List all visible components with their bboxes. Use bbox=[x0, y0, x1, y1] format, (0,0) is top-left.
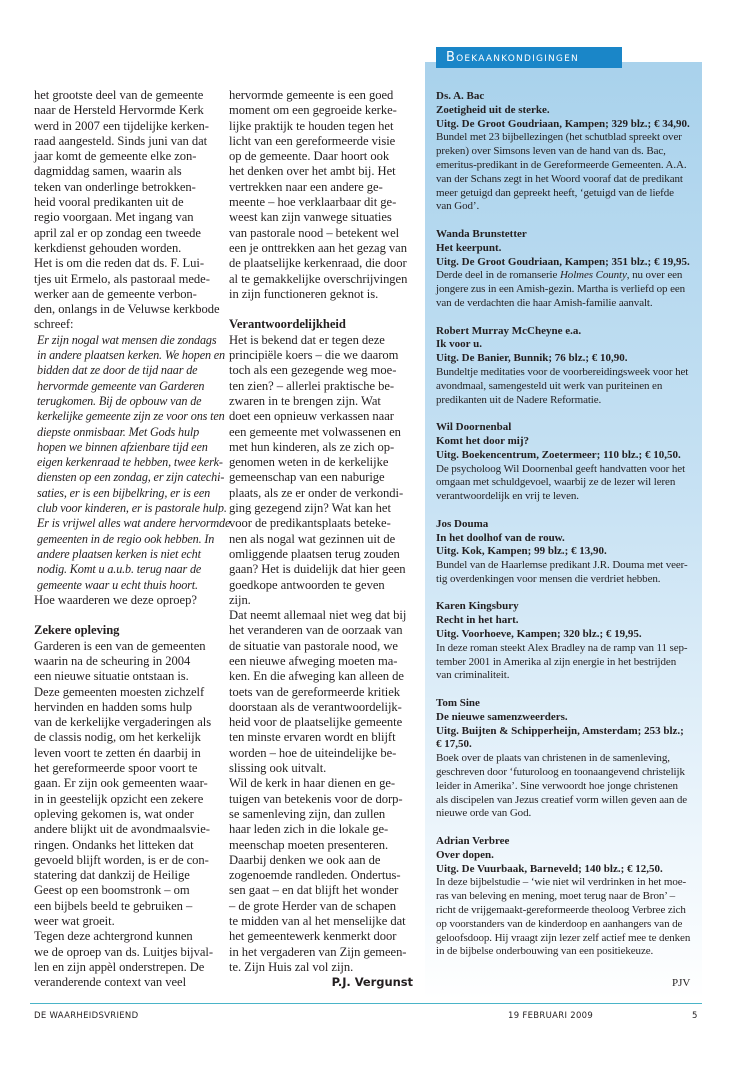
text-line: sen gaat – en dat blijft het wonder bbox=[229, 883, 399, 898]
text-line: de plaatselijke kerkenraad, die door bbox=[229, 256, 407, 271]
text-line: diepste onmisbaar. Met Gods hulp bbox=[37, 424, 200, 439]
text-line: gemeente waar u echt thuis hoort. bbox=[37, 577, 198, 592]
text-line: Wil de kerk in haar dienen en ge- bbox=[229, 776, 396, 791]
text-line: april zal er op zondag een tweede bbox=[34, 225, 201, 240]
book-title: Ik voor u. bbox=[436, 338, 482, 351]
text-line: In deze roman steekt Alex Bradley na de ramp van 11 sep- bbox=[436, 641, 688, 654]
article-column-1 bbox=[34, 88, 231, 991]
text-line: hervormde gemeente van Garderen bbox=[37, 378, 205, 393]
text-line: ras van beleving en mening, moet terug naar de Bron’ – bbox=[436, 890, 676, 903]
text-line: van de kerkelijke vergaderingen als bbox=[34, 715, 212, 730]
text-line: het denken over het ambt bij. Het bbox=[229, 164, 396, 179]
text-line: Zekere opleving bbox=[34, 623, 120, 638]
text-line: tjes uit Ermelo, als pastoraal mede- bbox=[34, 271, 210, 286]
text-line: ging gezegend zijn? Wat kan het bbox=[229, 501, 391, 516]
text-line: saties, er is een bijbelkring, er is een bbox=[37, 485, 211, 500]
text-line: als discipelen van Jezus creatief vorm willen geven aan de bbox=[436, 793, 688, 806]
text-line: P.J. Vergunst bbox=[331, 975, 413, 990]
book-announcement bbox=[436, 518, 698, 587]
text-line: zwaren in te brengen zijn. Wat bbox=[229, 393, 381, 408]
text-line: nieuwe orde van God. bbox=[436, 807, 532, 820]
text-line: statering dat dankzij de Heilige bbox=[34, 868, 190, 883]
text-line: club voor kinderen, er is pastorale hulp. bbox=[37, 501, 227, 516]
text-line: se samenleving zijn, dan zullen bbox=[229, 806, 386, 821]
text-line: jaar komt de gemeente elke zon- bbox=[34, 149, 197, 164]
text-line: Bundel van de Haarlemse predikant J.R. Douma met veer- bbox=[436, 559, 688, 572]
text-line: ringen. Ondanks het litteken dat bbox=[34, 837, 194, 852]
text-line: omliggende plaatsen terug zouden bbox=[229, 546, 400, 561]
text-line: Bundeltje meditaties voor de voorbereidingsweek voor het bbox=[436, 365, 689, 378]
book-author: Karen Kingsbury bbox=[436, 600, 519, 613]
text-line: in zijn functioneren geknot is. bbox=[229, 286, 379, 301]
section-heading bbox=[229, 317, 417, 332]
text-line: gemeenschap van een naburige bbox=[229, 470, 385, 485]
text-line: te. Zijn Huis zal vol zijn. bbox=[229, 959, 354, 974]
book-author: Wil Doornenbal bbox=[436, 421, 512, 434]
text-line: ken. En die afweging kan alleen de bbox=[229, 669, 404, 684]
text-line: van criminaliteit. bbox=[436, 669, 510, 682]
text-line: heid voor de plaatselijke gemeente bbox=[229, 715, 403, 730]
text-line: In deze bijbelstudie – ‘wie niet wil verdrinken in het moe- bbox=[436, 876, 687, 889]
text-line: Verantwoordelijkheid bbox=[229, 317, 346, 332]
footer-date: 19 FEBRUARI 2009 bbox=[508, 1011, 594, 1021]
book-publisher: Uitg. Kok, Kampen; 99 blz.; € 13,90. bbox=[436, 545, 607, 558]
text-line: Het is om die reden dat ds. F. Lui- bbox=[34, 256, 205, 271]
text-line: met hun kinderen, als ze zich op- bbox=[229, 439, 395, 454]
text-line: het gemeentewerk kenmerkt door bbox=[229, 929, 397, 944]
paragraph-gap bbox=[34, 608, 222, 623]
book-author: Wanda Brunstetter bbox=[436, 227, 527, 240]
text-line: andere blijkt uit de avondmaalsvie- bbox=[34, 822, 210, 837]
series-name: Holmes County bbox=[559, 269, 627, 282]
text-line: heid vooral predikanten uit de bbox=[34, 195, 184, 210]
text-line: hervinden en hadden soms hulp bbox=[34, 699, 193, 714]
text-line: Het is bekend dat er tegen deze bbox=[229, 332, 385, 347]
footer-divider bbox=[30, 1003, 702, 1004]
book-description bbox=[436, 131, 698, 214]
text-line: avondmaal, samengesteld uit werk van puriteinen en bbox=[436, 379, 663, 392]
text-line: predikanten uit de Nadere Reformatie. bbox=[436, 393, 602, 406]
paragraph bbox=[229, 88, 417, 302]
text-line: waarin na de scheuring in 2004 bbox=[34, 653, 191, 668]
book-title: Het keerpunt. bbox=[436, 241, 502, 254]
book-announcement bbox=[436, 325, 698, 408]
text-line: meenschap moeten presenteren. bbox=[229, 837, 389, 852]
text-line: Boek over de plaats van christenen in de samenleving, bbox=[436, 752, 670, 765]
text-line: licht van een gereformeerde visie bbox=[229, 133, 396, 148]
book-description bbox=[436, 876, 698, 959]
text-line: leider in Amerika’. Sine verwoordt hoe jonge christenen bbox=[436, 779, 678, 792]
book-description bbox=[436, 642, 698, 683]
book-announcement bbox=[436, 90, 698, 214]
book-announcement bbox=[436, 228, 698, 311]
text-line: plaats, als ze er onder de verkondi- bbox=[229, 485, 404, 500]
text-line: moment om een gegroeide kerke- bbox=[229, 103, 397, 118]
text-line: emeritus-predikant in de Gereformeerde Gemeenten. A.A. bbox=[436, 158, 687, 171]
book-title: Recht in het hart. bbox=[436, 614, 519, 627]
text-line: de classis nodig, om het kerkelijk bbox=[34, 730, 201, 745]
book-publisher: Uitg. De Groot Goudriaan, Kampen; 351 blz.; € 19,95. bbox=[436, 255, 690, 268]
author-signature bbox=[229, 975, 417, 990]
book-title: De nieuwe samenzweerders. bbox=[436, 710, 568, 723]
book-publisher: Uitg. De Banier, Bunnik; 76 blz.; € 10,90. bbox=[436, 352, 628, 365]
text-line: zijn. bbox=[229, 592, 251, 607]
text-line: toets van de gereformeerde kritiek bbox=[229, 684, 401, 699]
text-line: gemeenten in de regio ook hebben. In bbox=[37, 531, 215, 546]
book-description bbox=[436, 463, 698, 504]
book-description bbox=[436, 366, 698, 407]
text-line: in in geestelijk opzicht een zekere bbox=[34, 791, 204, 806]
text-line: voor de predikantsplaats beteke- bbox=[229, 516, 391, 531]
text-line: Daarbij denken we ook aan de bbox=[229, 852, 381, 867]
text-line: van de verdachten die haar Amish-familie aanvalt. bbox=[436, 296, 653, 309]
text-line: op voorstanders van de kinderdoop en aanhangers van de bbox=[436, 917, 683, 930]
text-line: worden – hoe de uiteindelijke be- bbox=[229, 745, 397, 760]
text-line: al te gemakkelijke overschrijvingen bbox=[229, 271, 408, 286]
book-author: Jos Douma bbox=[436, 517, 489, 530]
text-line: weer wat groeit. bbox=[34, 914, 115, 929]
text-line: verantwoordelijk en vrij te leven. bbox=[436, 490, 579, 503]
book-author: Ds. A. Bac bbox=[436, 90, 485, 102]
text-line: principiële koers – die we daarom bbox=[229, 348, 399, 363]
text-line: den, onlangs in de Veluwse kerkbode bbox=[34, 302, 220, 317]
text-line: Deze gemeenten moesten zichzelf bbox=[34, 684, 205, 699]
text-line: een gemeente met volwassenen en bbox=[229, 424, 401, 439]
text-line: een nieuwe afweging moeten ma- bbox=[229, 653, 398, 668]
text-line: doet een opnieuw verkassen naar bbox=[229, 409, 394, 424]
text-line: kerkelijke gemeente zijn ze voor ons ten bbox=[37, 409, 225, 424]
page-number: 5 bbox=[692, 1011, 698, 1021]
text-line: andere plaatsen kerken is niet echt bbox=[37, 546, 201, 561]
book-announcement bbox=[436, 421, 698, 504]
text-line: tuigen van betekenis voor de dorp- bbox=[229, 791, 403, 806]
text-line: teken van onderlinge betrokken- bbox=[34, 179, 196, 194]
text-line: in het vergaderen van Zijn gemeen- bbox=[229, 944, 407, 959]
book-description bbox=[436, 559, 698, 587]
text-line: de situatie van pastorale nood, we bbox=[229, 638, 398, 653]
text-line: Tegen deze achtergrond kunnen bbox=[34, 929, 193, 944]
text-line: Garderen is een van de gemeenten bbox=[34, 638, 206, 653]
text-line: haar leden zich in die lokale ge- bbox=[229, 822, 389, 837]
text-line: kerkdienst gehouden worden. bbox=[34, 240, 182, 255]
text-line: een nieuwe situatie ontstaan is. bbox=[34, 669, 189, 684]
text-line: gevoeld blijft worden, is er de con- bbox=[34, 852, 209, 867]
text-line: het veranderen van de oorzaak van bbox=[229, 623, 403, 638]
text-line: gaan. Er zijn ook gemeenten waar- bbox=[34, 776, 208, 791]
text-line: vertrekken naar een andere ge- bbox=[229, 179, 383, 194]
text-line: op de gemeente. Daar hoort ook bbox=[229, 149, 390, 164]
book-author: Tom Sine bbox=[436, 697, 480, 710]
book-publisher: Uitg. Buijten & Schipperheijn, Amsterdam; 253 blz.; bbox=[436, 724, 684, 737]
text-line: Er is vrijwel alles wat andere hervormde bbox=[37, 516, 231, 531]
text-line: ten minste ervaren wordt en blijft bbox=[229, 730, 396, 745]
text-line: weest kan zijn vanwege situaties bbox=[229, 210, 392, 225]
book-author: Adrian Verbree bbox=[436, 835, 510, 848]
text-line: te midden van al het menselijke dat bbox=[229, 914, 406, 929]
book-publisher: Uitg. Voorhoeve, Kampen; 320 blz.; € 19,95. bbox=[436, 628, 642, 641]
text-line: Dat neemt allemaal niet weg dat bij bbox=[229, 608, 407, 623]
text-line: richt de vrijgemaakt-gereformeerde theoloog Verbree zich bbox=[436, 904, 686, 917]
book-title: In het doolhof van de rouw. bbox=[436, 531, 565, 544]
book-author: Robert Murray McCheyne e.a. bbox=[436, 324, 582, 337]
text-line: van God’. bbox=[436, 200, 480, 213]
text-line: in de bijbelse onderbouwing van een positiekeuze. bbox=[436, 945, 654, 958]
paragraph-gap bbox=[229, 302, 417, 317]
reviewer-initials: PJV bbox=[672, 977, 691, 989]
text-line: gaan? Het is duidelijk dat hier geen bbox=[229, 562, 406, 577]
text-line: bidden dat ze door de tijd naar de bbox=[37, 363, 198, 378]
text-line: het grootste deel van de gemeente bbox=[34, 88, 204, 102]
book-title: Zoetigheid uit de sterke. bbox=[436, 103, 550, 116]
text-line: regio voorgaan. Met ingang van bbox=[34, 210, 194, 225]
text-line: Hoe waarderen we deze oproep? bbox=[34, 592, 197, 607]
text-line: een je onttrekken aan het gezag van bbox=[229, 240, 407, 255]
footer-publication-name: DE WAARHEIDSVRIEND bbox=[34, 1011, 139, 1021]
text-line: eigen kerkenraad te hebben, twee kerk- bbox=[37, 455, 223, 470]
book-publisher: Uitg. De Groot Goudriaan, Kampen; 329 blz.; € 34,90. bbox=[436, 117, 690, 130]
book-announcement bbox=[436, 835, 698, 959]
text-line: hervormde gemeente is een goed bbox=[229, 88, 394, 102]
article-column-2 bbox=[229, 88, 417, 991]
book-description bbox=[436, 752, 698, 821]
text-line: terugkomen. Bij de opbouw van de bbox=[37, 393, 202, 408]
book-announcement bbox=[436, 697, 698, 821]
text-line: dagmiddag samen, waarin als bbox=[34, 164, 182, 179]
book-description bbox=[436, 269, 698, 310]
text-line: tig overdenkingen voor mensen die verdriet hebben. bbox=[436, 572, 661, 585]
text-line: hopen we binnen afzienbare tijd een bbox=[37, 439, 208, 454]
text-line: ten zien? – allerlei praktische be- bbox=[229, 378, 395, 393]
text-line: lijke praktijk te houden tegen het bbox=[229, 118, 394, 133]
text-line: zogenoemde randleden. Ondertus- bbox=[229, 868, 401, 883]
text-line: doorstaan als de verantwoordelijk- bbox=[229, 699, 402, 714]
text-line: veranderende context van veel bbox=[34, 975, 187, 990]
text-line: raad aangesteld. Sinds juni van dat bbox=[34, 133, 208, 148]
text-line: genomen weten in de kerkelijke bbox=[229, 455, 389, 470]
text-line: omgaan met schuldgevoel, waarbij ze de lezer wil leren bbox=[436, 476, 676, 489]
text-line: van der Schans zegt in het Woord vooraf dat de predikant bbox=[436, 172, 683, 185]
text-line: werd in 2007 een tijdelijke kerken- bbox=[34, 118, 209, 133]
book-title: Over dopen. bbox=[436, 848, 494, 861]
text-line: diensten op een zondag, er zijn catechi- bbox=[37, 470, 225, 485]
text-line: van pastorale nood – betekent wel bbox=[229, 225, 400, 240]
text-line: opleving gekomen is, wat onder bbox=[34, 806, 194, 821]
text-line: in andere plaatsen kerken. We hopen en bbox=[37, 348, 226, 363]
paragraph bbox=[34, 593, 222, 608]
text-line: meente – hoe verklaarbaar dit ge- bbox=[229, 195, 397, 210]
text-line: geloofsdoop. Hij vraagt zijn lezer zelf actief mee te denken bbox=[436, 931, 691, 944]
text-line: goedkope antwoorden te geven bbox=[229, 577, 385, 592]
text-line: Derde deel in de romanserie Holmes County, nu over een bbox=[436, 269, 683, 282]
text-line: schreef: bbox=[34, 317, 74, 332]
text-line: Er zijn nogal wat mensen die zondags bbox=[37, 332, 217, 347]
paragraph bbox=[34, 88, 222, 333]
text-line: toch als een gezegende weg moe- bbox=[229, 363, 397, 378]
book-title: Komt het door mij? bbox=[436, 434, 529, 447]
text-line: slissing ook uitvalt. bbox=[229, 761, 327, 776]
text-line: nodig. Komt u a.u.b. terug naar de bbox=[37, 562, 202, 577]
book-announcement-list bbox=[436, 90, 698, 973]
text-line: een bijbels beeld te gebruiken – bbox=[34, 898, 193, 913]
book-publisher: Uitg. De Vuurbaak, Barneveld; 140 blz.; € 12,50. bbox=[436, 862, 663, 875]
text-line: meer getuigd dan gepreekt heeft, ‘getuigd van de liefde bbox=[436, 186, 674, 199]
paragraph bbox=[229, 333, 417, 975]
text-line: geschreven door ‘futuroloog en toonaangevend christelijk bbox=[436, 766, 685, 779]
text-line: nen als nogal wat gezinnen uit de bbox=[229, 531, 396, 546]
text-line: len en zijn appèl onderstrepen. De bbox=[34, 959, 205, 974]
text-line: naar de Hersteld Hervormde Kerk bbox=[34, 103, 204, 118]
text-line: – de grote Herder van de schapen bbox=[229, 898, 396, 913]
text-line: werker aan de gemeente verbon- bbox=[34, 286, 197, 301]
book-announcements-title: Boekaankondigingen bbox=[436, 47, 622, 68]
text-line: Bundel met 23 bijbellezingen (het schutblad spreekt over bbox=[436, 131, 682, 144]
text-line: jongere zus in een Amish-gezin. Martha is verliefd op een bbox=[436, 283, 686, 296]
book-announcement bbox=[436, 600, 698, 683]
book-publisher: Uitg. Boekencentrum, Zoetermeer; 110 blz.; € 10,50. bbox=[436, 448, 681, 461]
text-line: De psycholoog Wil Doornenbal geeft handvatten voor het bbox=[436, 462, 686, 475]
section-heading bbox=[34, 623, 222, 638]
text-line: tember 2001 in Amerika al zijn energie in het bestrijden bbox=[436, 655, 677, 668]
text-line: preken) over Simsons leven van de hand van ds. Bac, bbox=[436, 145, 666, 158]
text-line: Geest op een boomstronk – om bbox=[34, 883, 190, 898]
text-line: leven voort te zetten én daarbij in bbox=[34, 745, 201, 760]
paragraph bbox=[34, 639, 222, 991]
block-quote bbox=[34, 332, 231, 593]
text-line: het gereformeerde spoor voort te bbox=[34, 761, 198, 776]
text-line: we de oproep van ds. Luitjes bijval- bbox=[34, 944, 214, 959]
book-publisher: € 17,50. bbox=[436, 738, 472, 751]
